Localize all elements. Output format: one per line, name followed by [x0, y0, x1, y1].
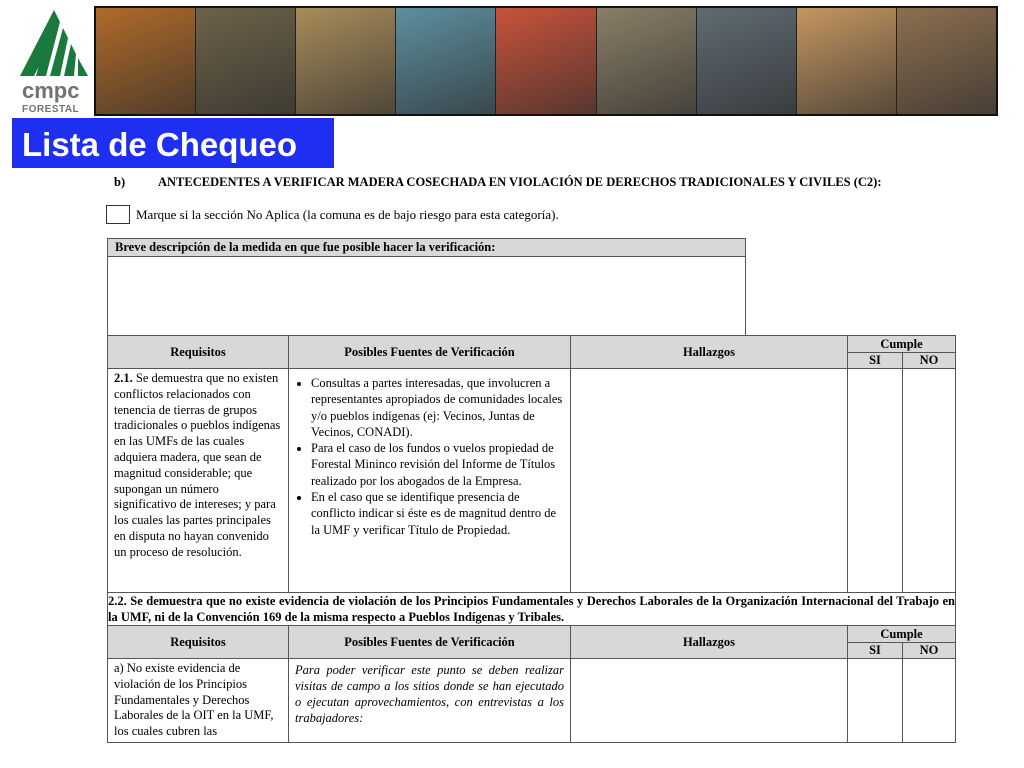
fuentes-2-1-list	[289, 369, 570, 538]
hallazgos-2-1-field[interactable]	[571, 369, 848, 593]
header-fuentes: Posibles Fuentes de Verificación	[289, 336, 571, 369]
cumple-no-2-1[interactable]	[903, 369, 956, 593]
header-fuentes-2: Posibles Fuentes de Verificación	[289, 626, 571, 659]
requisito-2-2-row: 2.2. Se demuestra que no existe evidencia de violación de los Principios Fundamentales y Derechos Laborales de la Organización Internacional del Trabajo en la UMF, ni de la Convención 169 de la misma respecto a Pueblos Indígenas y Tribales.	[108, 594, 955, 624]
fuentes-2-1-cell	[289, 369, 571, 593]
checklist-table	[107, 335, 956, 743]
pine-cone-photo	[96, 8, 196, 114]
brief-description-header: Breve descripción de la medida en que fue posible hacer la verificación:	[108, 239, 745, 257]
requisito-2-1-text: Se demuestra que no existen conflictos relacionados con tenencia de tierras de grupos tradicionales o pueblos indígenas en las UMFs de las cuales adquiera madera, que sean de magnitud considerable; que supongan un número significativo de intereses; y para los cuales las partes principales en disputa no hayan convenido un proceso de resolución.	[114, 371, 281, 559]
header-hallazgos-2: Hallazgos	[571, 626, 848, 659]
fuentes-a-text: Para poder verificar este punto se deben realizar visitas de campo a los sitios donde se han ejecutado o ejecutan aprovechamientos, con entrevistas a los trabajadores:	[295, 663, 564, 725]
slide-title-box	[12, 118, 334, 168]
header-no-2: NO	[903, 643, 956, 659]
cumple-no-a[interactable]	[903, 659, 956, 743]
header-cumple: Cumple	[848, 336, 956, 353]
no-aplica-checkbox[interactable]	[106, 205, 130, 224]
header-si-2: SI	[848, 643, 903, 659]
brief-description-field[interactable]	[108, 257, 745, 335]
requisito-2-1-number: 2.1.	[114, 371, 133, 385]
sawmill-photo	[697, 8, 797, 114]
logo-sub-text: FORESTAL	[22, 104, 80, 115]
workers-photo	[496, 8, 596, 114]
cmpc-logo	[18, 10, 90, 115]
fuentes-2-1-item: • En el caso que se identifique presencia de conflicto indicar si éste es de magnitud dentro de la UMF y verificar Título de Propiedad.	[311, 489, 564, 538]
requisito-2-1-cell	[108, 369, 289, 593]
photo-banner	[94, 6, 998, 116]
deer-photo	[296, 8, 396, 114]
header-no: NO	[903, 353, 956, 369]
tree-logo-icon	[20, 10, 88, 76]
section-heading	[114, 175, 882, 190]
cumple-si-2-1[interactable]	[848, 369, 903, 593]
fuentes-2-1-item: • Para el caso de los fundos o vuelos propiedad de Forestal Mininco revisión del Informe de Títulos realizado por los abogados de la Empresa.	[311, 440, 564, 489]
requisito-a-cell	[108, 659, 289, 743]
fuentes-2-1-item: • Consultas a partes interesadas, que involucren a representantes apropiados de comunidades locales y/o pueblos indígenas (ej: Vecinos, Juntas de Vecinos, CONADI).	[311, 375, 564, 440]
cumple-si-a[interactable]	[848, 659, 903, 743]
lumber-stacks-photo	[797, 8, 897, 114]
no-aplica-label: Marque si la sección No Aplica (la comuna es de bajo riesgo para esta categoría).	[136, 207, 559, 222]
requisito-a-text: a) No existe evidencia de violación de los Principios Fundamentales y Derechos Laborales de la OIT en la UMF, los cuales cubren las	[114, 661, 274, 739]
header-hallazgos: Hallazgos	[571, 336, 848, 369]
section-heading-text: ANTECEDENTES A VERIFICAR MADERA COSECHADA EN VIOLACIÓN DE DERECHOS TRADICIONALES Y CIVILES (C2):	[158, 175, 882, 189]
brief-description-box	[107, 238, 746, 336]
forest-aerial-photo	[396, 8, 496, 114]
header-si: SI	[848, 353, 903, 369]
header-requisitos: Requisitos	[108, 336, 289, 369]
header-cumple-2: Cumple	[848, 626, 956, 643]
forest-road-photo	[196, 8, 296, 114]
forklift-photo	[897, 8, 996, 114]
logs-conveyor-photo	[597, 8, 697, 114]
header-requisitos-2: Requisitos	[108, 626, 289, 659]
slide-title: Lista de Chequeo	[22, 126, 298, 163]
logo-brand-text: cmpc	[22, 78, 80, 103]
hallazgos-a-field[interactable]	[571, 659, 848, 743]
section-label: b)	[114, 175, 126, 189]
fuentes-a-cell	[289, 659, 571, 743]
